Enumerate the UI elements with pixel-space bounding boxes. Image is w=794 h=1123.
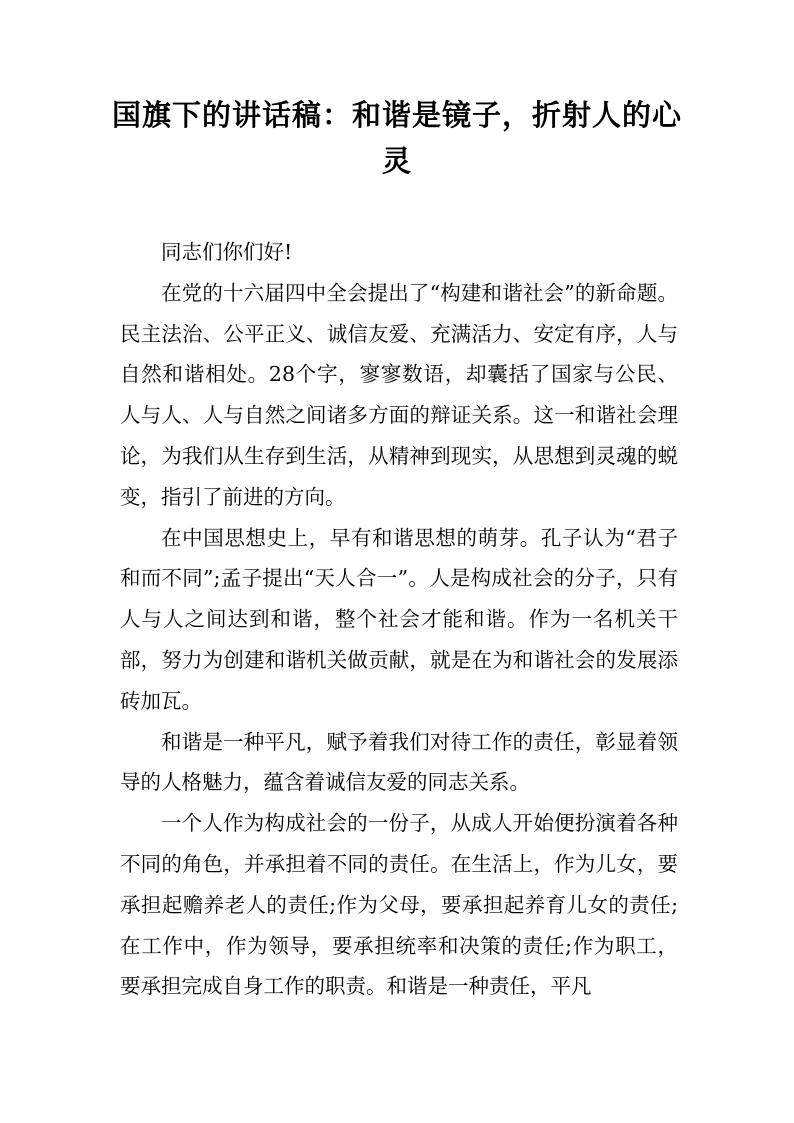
paragraph: 一个人作为构成社会的一份子，从成人开始便扮演着各种不同的角色，并承担着不同的责任。在生活上，作为儿女，要承担起赡养老人的责任;作为父母，要承担起养育儿女的责任;在工作中，作为领导，要承担统率和决策的责任;作为职工，要承担完成自身工作的职责。和谐是一种责任，平凡	[120, 811, 678, 999]
paragraph: 在党的十六届四中全会提出了“构建和谐社会”的新命题。民主法治、公平正义、诚信友爱、充满活力、安定有序，人与自然和谐相处。28个字，寥寥数语，却囊括了国家与公民、人与人、人与自然之间诸多方面的辩证关系。这一和谐社会理论，为我们从生存到生活，从精神到现实，从思想到灵魂的蜕变，指引了前进的方向。	[120, 280, 678, 509]
paragraph: 和谐是一种平凡，赋予着我们对待工作的责任，彰显着领导的人格魅力，蕴含着诚信友爱的同志关系。	[120, 729, 678, 795]
paragraph: 在中国思想史上，早有和谐思想的萌芽。孔子认为“君子和而不同”;孟子提出“天人合一”。人是构成社会的分子，只有人与人之间达到和谐，整个社会才能和谐。作为一名机关干部，努力为创建和谐机关做贡献，就是在为和谐社会的发展添砖加瓦。	[120, 525, 678, 713]
document-body	[120, 232, 678, 1007]
paragraph-greeting: 同志们你们好!	[161, 240, 293, 264]
document-title: 国旗下的讲话稿：和谐是镜子，折射人的心灵	[111, 98, 682, 178]
